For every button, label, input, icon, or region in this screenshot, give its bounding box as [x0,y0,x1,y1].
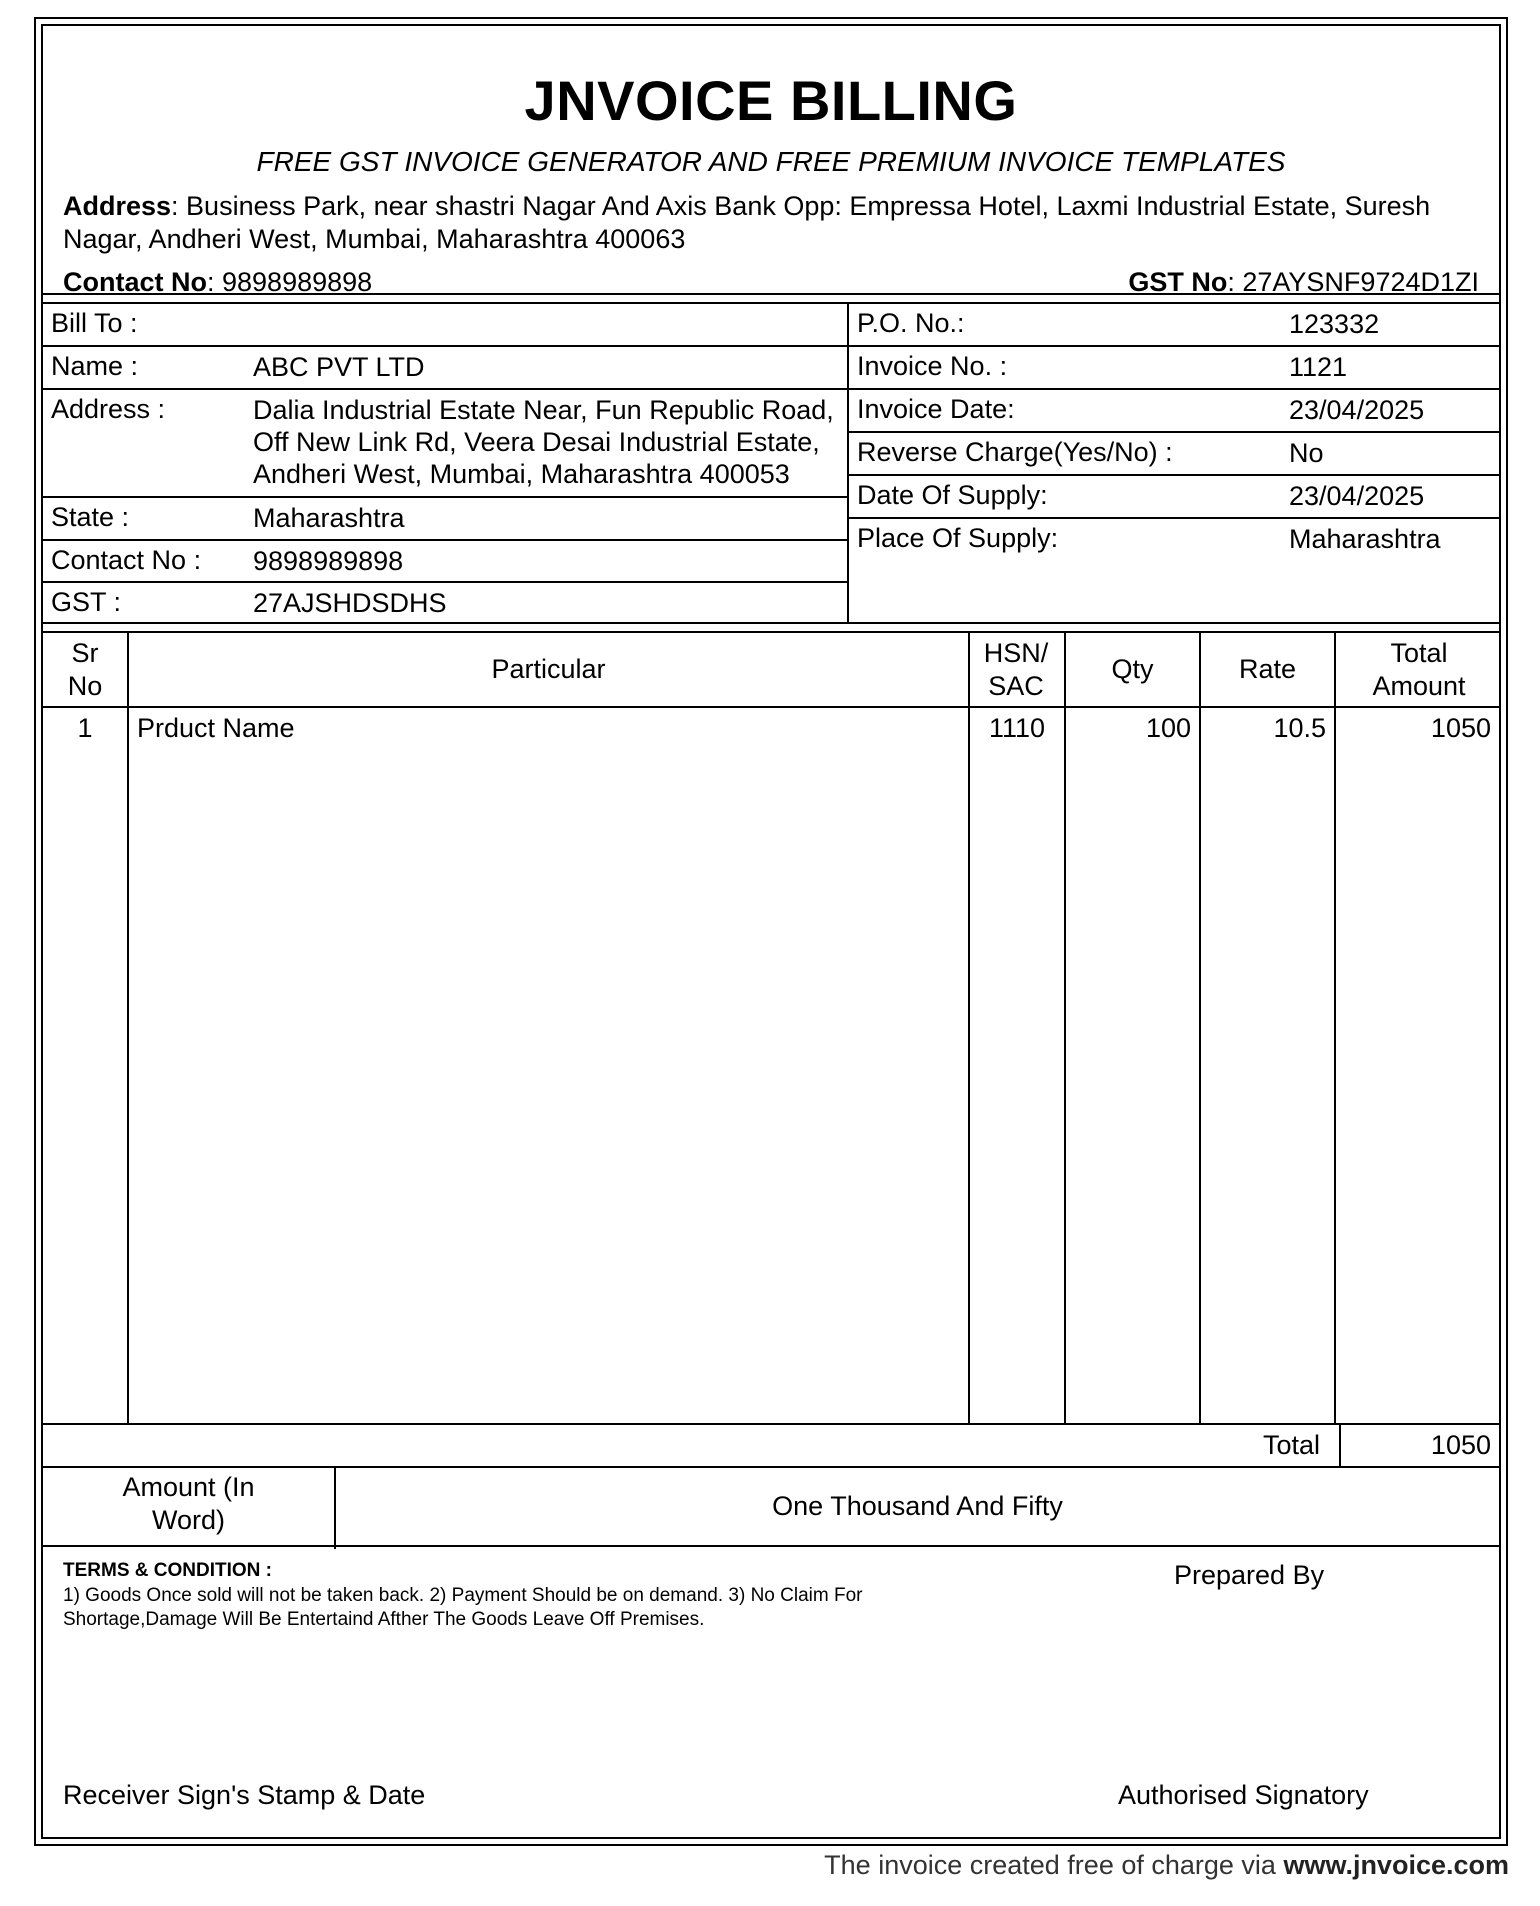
invoice-no-label: Invoice No. : [857,351,1008,381]
footer-note [824,1850,1509,1881]
authorised-signatory: Authorised Signatory [1118,1780,1369,1810]
terms-title: TERMS & CONDITION : [63,1560,272,1581]
invoice-date-row [849,390,1499,433]
bill-to-gst: 27AJSHDSDHS [253,588,447,618]
company-address [63,190,1461,256]
column-divider [1199,633,1201,1423]
items-table [41,631,1501,1547]
date-of-supply-value: 23/04/2025 [1289,481,1425,511]
company-address-value: : Business Park, near shastri Nagar And Axis Bank Opp: Empressa Hotel, Laxmi Industrial Estate, Suresh Nagar, Andheri West, Mumbai, Maharashtra 400063 [63,191,1431,254]
company-gst-value: : 27AYSNF9724D1ZI [1227,267,1479,297]
words-divider [43,1466,1499,1468]
terms-text: 1) Goods Once sold will not be taken back. 2) Payment Should be on demand. 3) No Claim For Shortage,Damage Will Be Entertaind Afther The Goods Leave Off Premises. [63,1585,863,1630]
column-divider [127,633,129,1423]
cell-particular: Prduct Name [137,713,295,743]
total-value: 1050 [1430,1430,1491,1460]
company-gst [1128,267,1479,298]
reverse-charge-value: No [1289,438,1324,468]
reverse-charge-row [849,433,1499,476]
cell-rate: 10.5 [1273,713,1326,743]
bill-to-contact-label: Contact No : [51,545,202,575]
bill-to-gst-label: GST : [51,587,122,617]
date-of-supply-row [849,476,1499,519]
place-of-supply-value: Maharashtra [1289,524,1441,554]
cell-sr: 1 [77,713,93,743]
prepared-by: Prepared By [1174,1560,1325,1590]
bill-to-name: ABC PVT LTD [253,352,425,382]
company-contact-value: : 9898989898 [207,267,373,297]
date-of-supply-label: Date Of Supply: [857,480,1048,510]
bill-to-heading: Bill To : [51,308,138,338]
billing-section [41,302,1501,624]
po-label: P.O. No.: [857,308,965,338]
footer-link[interactable]: www.jnvoice.com [1283,1850,1509,1880]
col-header-total: Total Amount [1372,637,1466,701]
col-header-hsn: HSN/ SAC [983,637,1049,701]
invoice-info-panel [849,304,1499,622]
bill-to-address-row [43,390,847,498]
cell-total: 1050 [1430,713,1491,743]
header-divider [43,706,1499,708]
invoice-date-value: 23/04/2025 [1289,395,1425,425]
total-separator [1339,1423,1341,1466]
bill-to-heading-row [43,304,847,347]
company-contact-label: Contact No [63,267,207,297]
bill-to-address: Dalia Industrial Estate Near, Fun Republic Road, Off New Link Rd, Veera Desai Industrial Estate, Andheri West, Mumbai, Maharashtra 400053 [253,395,834,489]
cell-qty: 100 [1145,713,1191,743]
amount-in-words-value: One Thousand And Fifty [772,1491,1063,1521]
total-divider [43,1423,1499,1425]
footer-text: The invoice created free of charge via [824,1850,1276,1880]
column-divider [968,633,970,1423]
bill-to-state: Maharashtra [253,503,405,533]
amount-in-words-label [43,1471,334,1537]
company-title: JNVOICE BILLING [524,69,1018,132]
amount-in-words-label-text: Amount (In Word) [122,1472,255,1535]
company-address-label: Address [63,191,172,221]
bill-to-state-label: State : [51,502,130,532]
column-divider [1064,633,1066,1423]
col-header-qty: Qty [1111,654,1154,684]
receiver-sign: Receiver Sign's Stamp & Date [63,1780,426,1810]
bill-to-address-label: Address : [51,394,166,424]
bill-to-name-row [43,347,847,390]
bill-to-name-label: Name : [51,351,139,381]
total-label: Total [1263,1430,1321,1460]
place-of-supply-label: Place Of Supply: [857,523,1059,553]
bill-to-state-row [43,498,847,541]
bill-to-contact: 9898989898 [253,546,404,576]
company-subtitle: FREE GST INVOICE GENERATOR AND FREE PREMIUM INVOICE TEMPLATES [256,146,1286,177]
cell-hsn: 1110 [988,713,1046,743]
column-divider [1334,633,1336,1423]
place-of-supply-row [849,519,1499,624]
col-header-particular: Particular [491,654,606,684]
invoice-header [41,24,1501,295]
col-header-rate: Rate [1238,654,1297,684]
invoice-date-label: Invoice Date: [857,394,1015,424]
invoice-no-row [849,347,1499,390]
bill-to-gst-row [43,583,847,624]
company-contact [63,267,372,298]
bill-to-panel [43,304,849,622]
reverse-charge-label: Reverse Charge(Yes/No) : [857,437,1173,467]
invoice-no-value: 1121 [1289,352,1348,382]
po-row [849,304,1499,347]
po-value: 123332 [1289,309,1380,339]
company-gst-label: GST No [1128,267,1228,297]
col-header-sr: Sr No [67,637,103,701]
bill-to-contact-row [43,541,847,583]
